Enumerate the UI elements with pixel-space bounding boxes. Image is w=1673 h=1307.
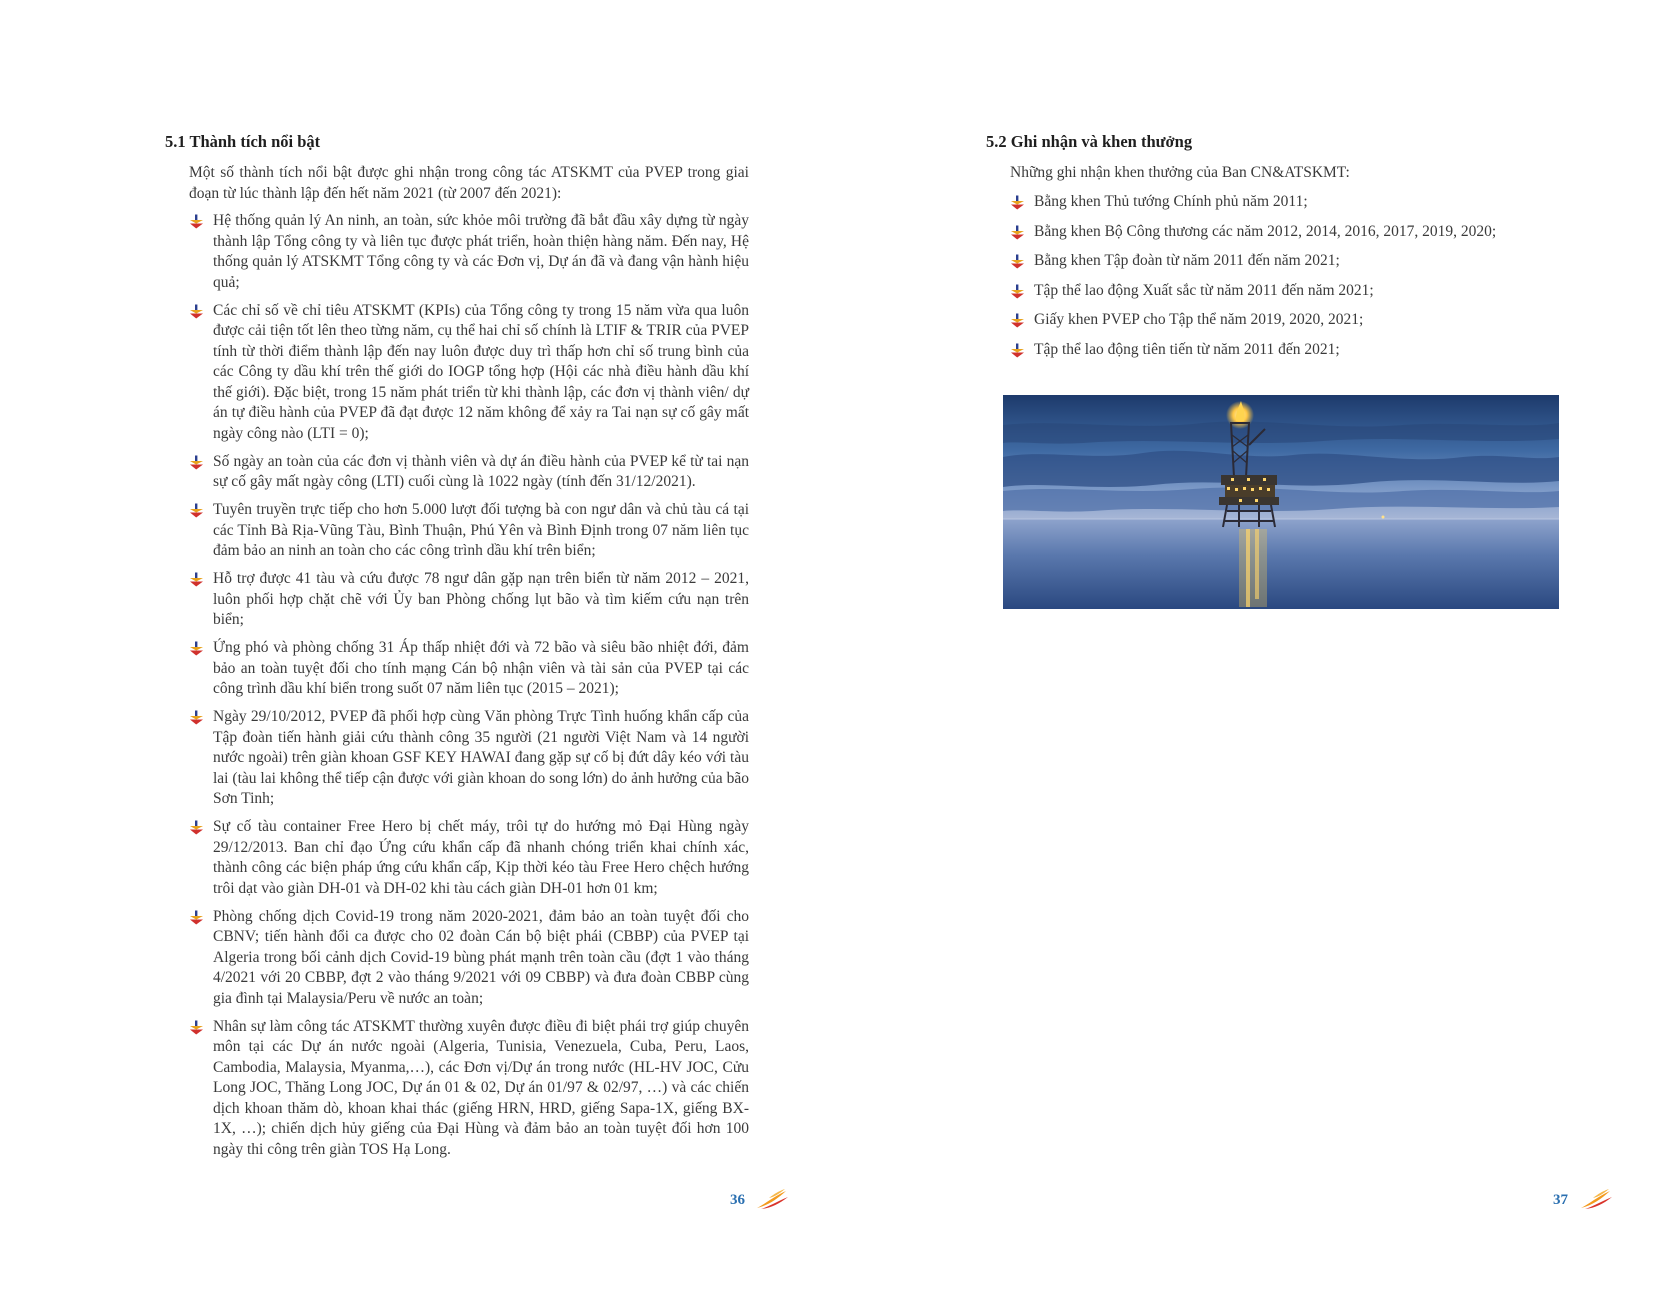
achievement-item-text: Hỗ trợ được 41 tàu và cứu được 78 ngư dân gặp nạn trên biển từ năm 2012 – 2021, luôn phối hợp chặt chẽ với Ủy ban Phòng chống lụt bão và tìm kiếm cứu nạn trên biển; — [213, 570, 749, 628]
arrow-bullet-icon — [1010, 343, 1025, 358]
arrow-bullet-icon — [1010, 225, 1025, 240]
arrow-bullet-icon — [1010, 284, 1025, 299]
award-item — [1010, 251, 1630, 272]
award-item-text: Tập thể lao động tiên tiến từ năm 2011 đến 2021; — [1034, 340, 1340, 358]
arrow-bullet-icon — [189, 455, 204, 470]
section-heading-5-2: 5.2 Ghi nhận và khen thưởng — [986, 132, 1193, 151]
right-page — [836, 0, 1673, 1307]
achievement-item-text: Sự cố tàu container Free Hero bị chết máy, trôi tự do hướng mỏ Đại Hùng ngày 29/12/2013. Ban chỉ đạo Ứng cứu khẩn cấp đã nhanh chóng triển khai chính xác, thành công các biện pháp ứng cứu khẩn cấp, Kịp thời kéo tàu Free Hero chệch hướng trôi dạt vào giàn DH-01 và DH-02 khi tàu cách giàn DH-01 hơn 01 km; — [213, 818, 749, 897]
achievement-item — [189, 301, 749, 445]
page-number-right: 37 — [1553, 1192, 1568, 1208]
award-item-text: Bằng khen Bộ Công thương các năm 2012, 2014, 2016, 2017, 2019, 2020; — [1034, 222, 1497, 240]
offshore-platform-photo — [1003, 395, 1559, 609]
achievement-item — [189, 907, 749, 1010]
achievement-item-text: Ứng phó và phòng chống 31 Áp thấp nhiệt đới và 72 bão và siêu bão nhiệt đới, đảm bảo an toàn tuyệt đối cho tính mạng Cán bộ nhận viên và tài sản của PVEP tại các công trình dầu khí biển trong suốt 07 năm liên tục (2015 – 2021); — [213, 639, 749, 697]
award-item-text: Giấy khen PVEP cho Tập thể năm 2019, 2020, 2021; — [1034, 311, 1364, 328]
arrow-bullet-icon — [189, 910, 204, 925]
achievement-item-text: Nhân sự làm công tác ATSKMT thường xuyên được điều đi biệt phái trợ giúp chuyên môn tại các Dự án nước ngoài (Algeria, Tunisia, Venezuela, Cuba, Peru, Laos, Cambodia, Malaysia, Myanma,…), các Đơn vị/Dự án trong nước (HL-HV JOC, Cửu Long JOC, Thăng Long JOC, Dự án 01 & 02, Dự án 01/97 & 02/97, …) và các chiến dịch khoan thăm dò, khoan khai thác (giếng HRN, HRD, giếng Sapa-1X, giếng BX-1X, …); chiến dịch hủy giếng của Đại Hùng và đảm bảo an toàn tuyệt đối hơn 100 ngày thi công trên giàn TOS Hạ Long. — [213, 1017, 749, 1158]
awards-list — [1010, 192, 1630, 369]
arrow-bullet-icon — [189, 710, 204, 725]
award-item — [1010, 281, 1630, 302]
arrow-bullet-icon — [189, 820, 204, 835]
award-item — [1010, 192, 1630, 213]
achievement-item-text: Tuyên truyền trực tiếp cho hơn 5.000 lượt đối tượng bà con ngư dân và chủ tàu cá tại các Tỉnh Bà Rịa-Vũng Tàu, Bình Thuận, Phú Yên và Bình Định trong 07 năm liên tục đảm bảo an ninh an toàn cho các công trình dầu khí trên biển; — [213, 501, 749, 559]
page-number-left: 36 — [730, 1192, 745, 1208]
arrow-bullet-icon — [1010, 313, 1025, 328]
achievement-item — [189, 1017, 749, 1161]
achievement-item — [189, 452, 749, 493]
award-item-text: Tập thể lao động Xuất sắc từ năm 2011 đến năm 2021; — [1034, 281, 1374, 299]
achievement-item — [189, 817, 749, 899]
achievement-item-text: Phòng chống dịch Covid-19 trong năm 2020-2021, đảm bảo an toàn tuyệt đối cho CBNV; tiến hành đổi ca được cho 02 đoàn Cán bộ biệt phái (CBBP) của PVEP tại Algeria trong bối cảnh dịch Covid-19 bùng phát mạnh trên toàn cầu (đợt 1 vào tháng 4/2021 với 20 CBBP, đợt 2 vào tháng 9/2021 với 09 CBBP) và đưa đoàn CBBP cùng gia đình tại Malaysia/Peru về nước an toàn; — [213, 907, 749, 1007]
award-item — [1010, 222, 1630, 243]
arrow-bullet-icon — [1010, 254, 1025, 269]
section-intro-5-1: Một số thành tích nổi bật được ghi nhận trong công tác ATSKMT của PVEP trong giai đoạn từ lúc thành lập đến hết năm 2021 (từ 2007 đến 2021): — [189, 164, 749, 202]
achievement-item — [189, 211, 749, 293]
arrow-bullet-icon — [189, 214, 204, 229]
award-item — [1010, 340, 1630, 361]
achievement-item — [189, 569, 749, 631]
award-item-text: Bằng khen Thủ tướng Chính phủ năm 2011; — [1034, 193, 1308, 210]
achievement-item-text: Ngày 29/10/2012, PVEP đã phối hợp cùng Văn phòng Trực Tình huống khẩn cấp của Tập đoàn tiến hành giải cứu thành công 35 người (21 người Việt Nam và 14 người nước ngoài) trên giàn khoan GSF KEY HAWAI đang gặp sự cố bị đứt dây kéo với tàu lai (tàu lai không thể tiếp cận được với giàn khoan do song lớn) do ảnh hưởng của bão Sơn Tinh; — [213, 708, 749, 807]
section-heading-5-1: 5.1 Thành tích nổi bật — [165, 132, 321, 151]
arrow-bullet-icon — [1010, 195, 1025, 210]
arrow-bullet-icon — [189, 304, 204, 319]
pvep-flame-logo-icon — [755, 1188, 789, 1210]
achievement-item-text: Số ngày an toàn của các đơn vị thành viên và dự án điều hành của PVEP kể từ tai nạn sự cố gây mất ngày công (LTI) cuối cùng là 1022 ngày (tính đến 31/12/2021). — [213, 452, 749, 490]
achievement-item-text: Hệ thống quản lý An ninh, an toàn, sức khỏe môi trường đã bắt đầu xây dựng từ ngày thành lập Tổng công ty và liên tục được phát triển, hoàn thiện hàng năm. Đến nay, Hệ thống quản lý ATSKMT Tổng công ty và các Đơn vị, Dự án đã và đang vận hành hiệu quả; — [213, 212, 749, 291]
section-intro-5-2: Những ghi nhận khen thưởng của Ban CN&ATSKMT: — [1010, 164, 1350, 181]
arrow-bullet-icon — [189, 572, 204, 587]
achievement-item — [189, 500, 749, 562]
achievement-item — [189, 638, 749, 700]
left-page — [0, 0, 836, 1307]
award-item-text: Bằng khen Tập đoàn từ năm 2011 đến năm 2021; — [1034, 252, 1340, 269]
achievement-item-text: Các chỉ số về chỉ tiêu ATSKMT (KPIs) của Tổng công ty trong 15 năm vừa qua luôn được cải tiện tốt lên theo từng năm, cụ thể hai chỉ số chính là LTIF & TRIR của PVEP tính từ thời điểm thành lập đến nay luôn được duy trì thấp hơn chỉ số trung bình của các Công ty dầu khí trên thế giới do IOGP tổng hợp (Hội các nhà điều hành dầu khí thế giới). Đặc biệt, trong 15 năm phát triển từ khi thành lập, các đơn vị thành viên/ dự án tự điều hành của PVEP đã đạt được 12 năm không để xảy ra Tai nạn sự cố gây mất ngày công nào (LTI = 0); — [213, 301, 749, 442]
arrow-bullet-icon — [189, 1020, 204, 1035]
achievements-list — [189, 211, 749, 1168]
award-item — [1010, 310, 1630, 331]
arrow-bullet-icon — [189, 503, 204, 518]
arrow-bullet-icon — [189, 641, 204, 656]
achievement-item — [189, 707, 749, 810]
pvep-flame-logo-icon — [1579, 1188, 1613, 1210]
